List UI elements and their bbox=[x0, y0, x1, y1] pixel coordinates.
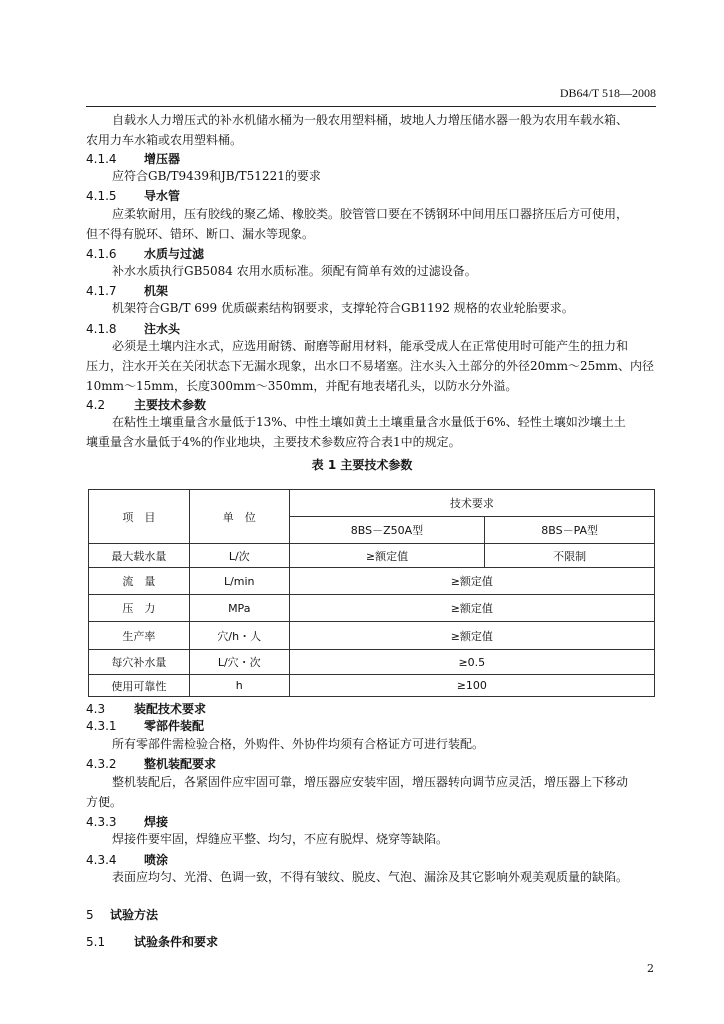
table-row bbox=[89, 650, 655, 675]
section-4-3-4-heading: 4.3.4 喷涂 bbox=[86, 853, 169, 867]
cell-value: ≥额定值 bbox=[289, 568, 654, 595]
cell-value: ≥100 bbox=[289, 675, 654, 697]
section-4-3-1-heading: 4.3.1 零部件装配 bbox=[86, 719, 205, 733]
cell-model-a: ≥额定值 bbox=[289, 544, 485, 568]
cell-model-b: 不限制 bbox=[485, 544, 655, 568]
section-4-1-8-text-2: 压力，注水开关在关闭状态下无漏水现象，出水口不易堵塞。注水头入土部分的外径20mm～25mm、内径 bbox=[86, 359, 655, 373]
cell-item: 生产率 bbox=[89, 622, 190, 650]
page-number: 2 bbox=[647, 962, 654, 975]
cell-value: ≥额定值 bbox=[289, 595, 654, 622]
cell-value: ≥0.5 bbox=[289, 650, 654, 675]
section-4-1-8-text-1: 必须是土壤内注水式，应选用耐锈、耐磨等耐用材料，能承受成人在正常使用时可能产生的扭力和 bbox=[112, 339, 629, 353]
cell-item: 压 力 bbox=[89, 595, 190, 622]
section-4-1-4-text: 应符合GB/T9439和JB/T51221的要求 bbox=[112, 169, 321, 183]
table-row bbox=[89, 595, 655, 622]
cell-unit: 穴/h・人 bbox=[189, 622, 289, 650]
th-tech: 技术要求 bbox=[289, 490, 654, 517]
section-4-1-5-heading: 4.1.5 导水管 bbox=[86, 189, 181, 203]
section-4-2-heading: 4.2 主要技术参数 bbox=[86, 398, 207, 412]
section-5-heading: 5 试验方法 bbox=[86, 908, 159, 922]
section-4-1-5-text-1: 应柔软耐用，压有胶线的聚乙烯、橡胶类。胶管管口要在不锈钢环中间用压口器挤压后方可使用， bbox=[112, 207, 629, 221]
section-4-3-3-text: 焊接件要牢固，焊缝应平整、均匀，不应有脱焊、烧穿等缺陷。 bbox=[112, 832, 449, 846]
section-4-3-3-heading: 4.3.3 焊接 bbox=[86, 815, 169, 829]
intro-line-2: 农用力车水箱或农用塑料桶。 bbox=[86, 133, 243, 147]
section-4-3-2-text-2: 方便。 bbox=[86, 795, 123, 809]
spec-table bbox=[88, 489, 655, 697]
section-4-2-text-2: 壤重量含水量低于4%的作业地块，主要技术参数应符合表1中的规定。 bbox=[86, 435, 461, 449]
cell-value: ≥额定值 bbox=[289, 622, 654, 650]
th-model-a: 8BS－Z50A型 bbox=[289, 517, 485, 544]
section-4-1-7-text: 机架符合GB/T 699 优质碳素结构钢要求，支撑轮符合GB1192 规格的农业轮胎要求。 bbox=[112, 301, 574, 315]
cell-unit: L/次 bbox=[189, 544, 289, 568]
cell-item: 使用可靠性 bbox=[89, 675, 190, 697]
table-row bbox=[89, 675, 655, 697]
cell-item: 最大载水量 bbox=[89, 544, 190, 568]
cell-unit: MPa bbox=[189, 595, 289, 622]
section-4-1-8-text-3: 10mm～15mm，长度300mm～350mm，并配有地表堵孔头，以防水分外溢。 bbox=[86, 379, 518, 393]
th-item: 项 目 bbox=[89, 490, 190, 544]
section-4-1-4-heading: 4.1.4 增压器 bbox=[86, 152, 181, 166]
cell-item: 每穴补水量 bbox=[89, 650, 190, 675]
section-4-1-6-heading: 4.1.6 水质与过滤 bbox=[86, 247, 205, 261]
header-divider bbox=[86, 106, 656, 107]
section-4-1-8-heading: 4.1.8 注水头 bbox=[86, 322, 181, 336]
intro-line-1: 自载水人力增压式的补水机储水桶为一般农用塑料桶，坡地人力增压储水器一般为农用车载水箱、 bbox=[112, 113, 629, 127]
section-4-3-1-text: 所有零部件需检验合格，外购件、外协件均须有合格证方可进行装配。 bbox=[112, 737, 485, 751]
table-row bbox=[89, 622, 655, 650]
cell-item: 流 量 bbox=[89, 568, 190, 595]
table-row bbox=[89, 544, 655, 568]
cell-unit: L/穴・次 bbox=[189, 650, 289, 675]
section-4-1-6-text: 补水水质执行GB5084 农用水质标准。须配有简单有效的过滤设备。 bbox=[112, 264, 477, 278]
section-4-1-5-text-2: 但不得有脱环、错环、断口、漏水等现象。 bbox=[86, 227, 315, 241]
section-4-3-heading: 4.3 装配技术要求 bbox=[86, 702, 207, 716]
section-4-2-text-1: 在粘性土壤重量含水量低于13%、中性土壤如黄土土壤重量含水量低于6%、轻性土壤如沙壤土土 bbox=[112, 415, 626, 429]
th-unit: 单 位 bbox=[189, 490, 289, 544]
section-4-1-7-heading: 4.1.7 机架 bbox=[86, 284, 169, 298]
table-row bbox=[89, 568, 655, 595]
section-4-3-2-text-1: 整机装配后，各紧固件应牢固可靠，增压器应安装牢固，增压器转向调节应灵活，增压器上下移动 bbox=[112, 775, 629, 789]
cell-unit: L/min bbox=[189, 568, 289, 595]
th-model-b: 8BS－PA型 bbox=[485, 517, 655, 544]
section-4-3-4-text: 表面应均匀、光滑、色调一致，不得有皱纹、脱皮、气泡、漏涂及其它影响外观美观质量的缺陷。 bbox=[112, 870, 629, 884]
table-title: 表 1 主要技术参数 bbox=[311, 458, 413, 472]
cell-unit: h bbox=[189, 675, 289, 697]
section-4-3-2-heading: 4.3.2 整机装配要求 bbox=[86, 757, 217, 771]
document-code: DB64/T 518—2008 bbox=[559, 86, 656, 100]
section-5-1-heading: 5.1 试验条件和要求 bbox=[86, 935, 219, 949]
